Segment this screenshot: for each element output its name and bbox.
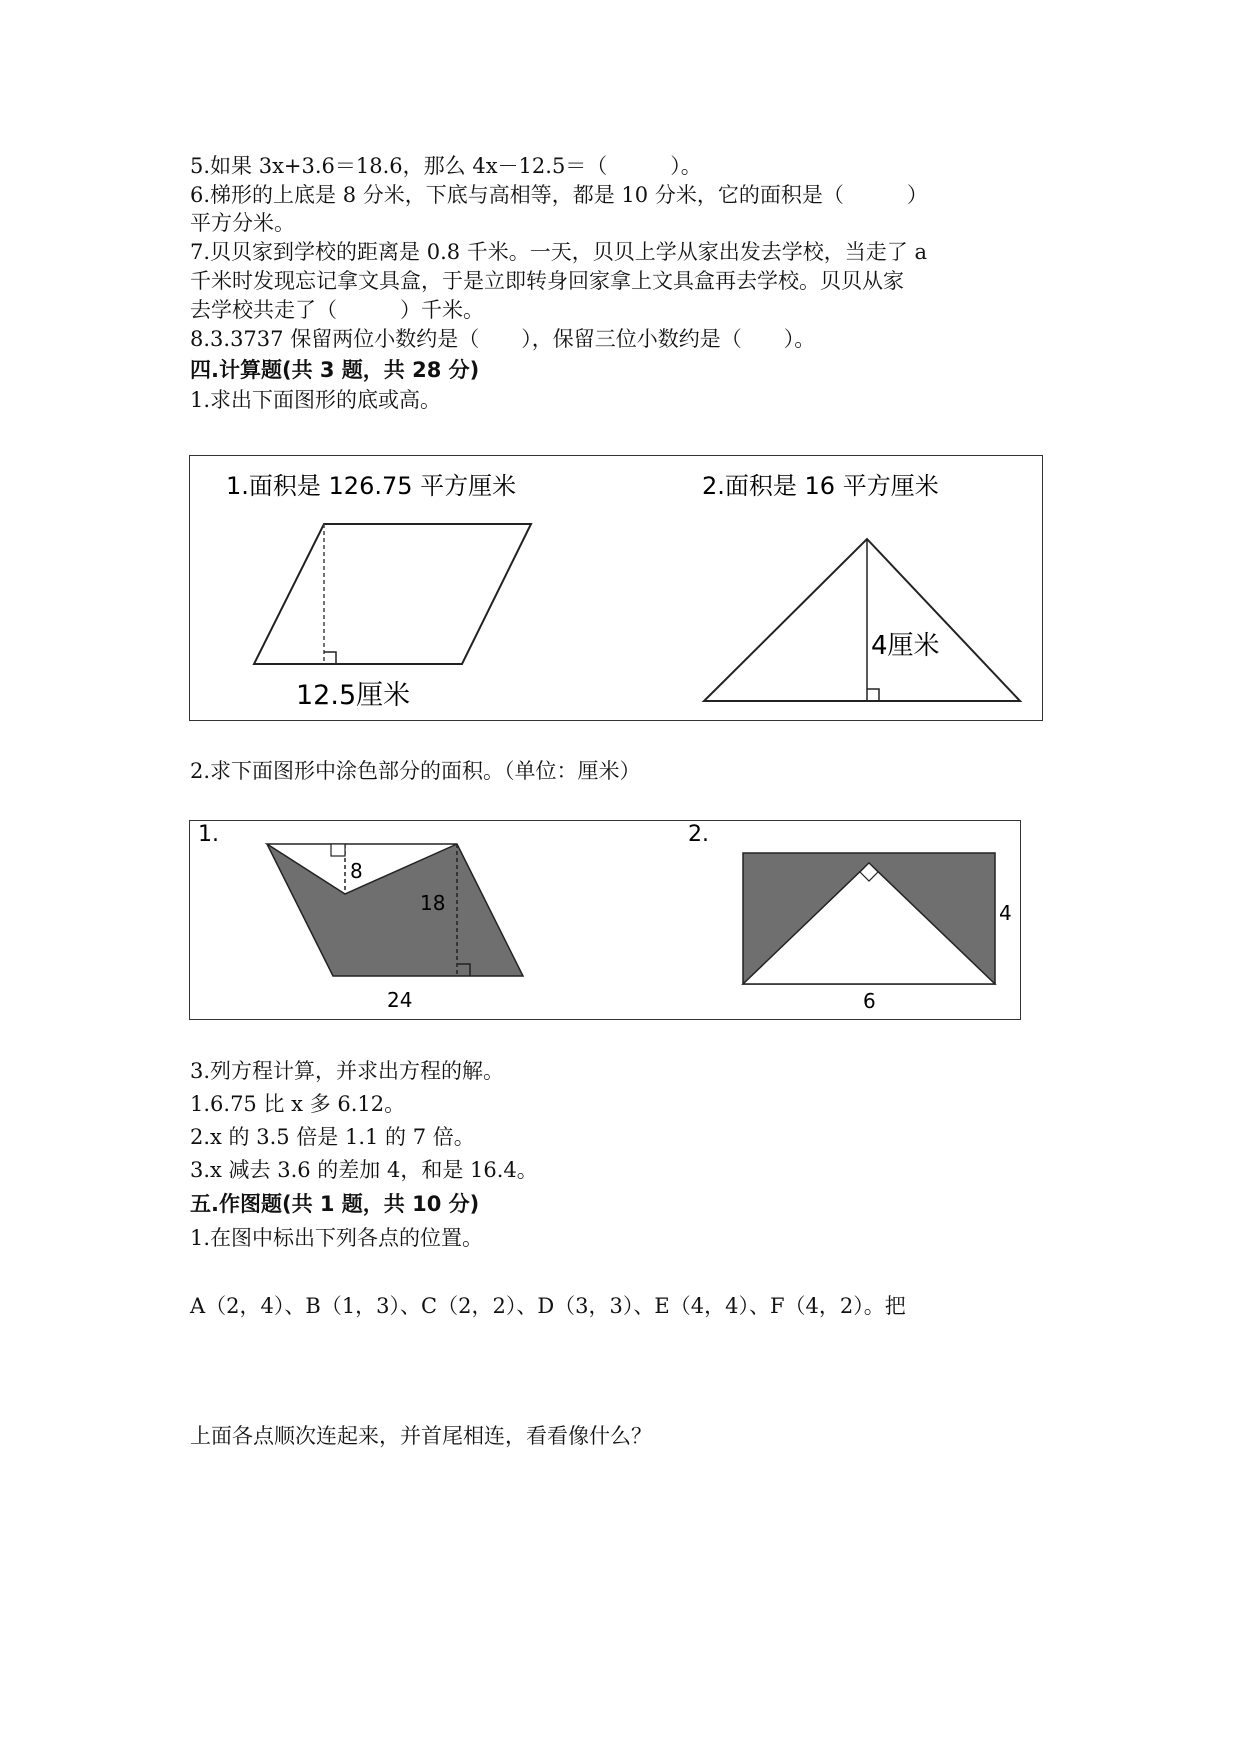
- section-4-question-2: 2.求下面图形中涂色部分的面积。（单位：厘米）: [190, 759, 641, 783]
- figure-base-height: [189, 455, 1043, 721]
- shaded-parallelogram: [267, 844, 523, 976]
- points-list: A（2，4）、B（1，3）、C（2，2）、D（3，3）、E（4，4）、F（4，2）。把: [190, 1294, 906, 1318]
- label-base-parallelogram: 12.5厘米: [296, 680, 411, 711]
- figure-base-height-svg: [190, 456, 1042, 720]
- caption-parallelogram: 1.面积是 126.75 平方厘米: [226, 472, 517, 500]
- points-continuation: 上面各点顺次连起来，并首尾相连，看看像什么？: [190, 1424, 652, 1448]
- question-3-1: 1.6.75 比 x 多 6.12。: [190, 1092, 406, 1116]
- label-24: 24: [387, 988, 413, 1012]
- right-angle-mark: [331, 844, 345, 856]
- triangle-shape: [704, 539, 1020, 701]
- label-8: 8: [350, 859, 363, 883]
- question-5: 5.如果 3x+3.6＝18.6，那么 4x－12.5＝（ ）。: [190, 154, 702, 178]
- question-7-line-1: 7.贝贝家到学校的距离是 0.8 千米。一天，贝贝上学从家出发去学校，当走了 a: [190, 240, 927, 264]
- label-fig-2: 2.: [688, 822, 709, 847]
- question-8: 8.3.3737 保留两位小数约是（ ），保留三位小数约是（ ）。: [190, 327, 816, 351]
- question-6-line-1: 6.梯形的上底是 8 分米，下底与高相等，都是 10 分米，它的面积是（ ）: [190, 183, 928, 207]
- label-fig-1: 1.: [198, 822, 219, 847]
- parallelogram-shape: [254, 524, 531, 664]
- question-7-line-2: 千米时发现忘记拿文具盒，于是立即转身回家拿上文具盒再去学校。贝贝从家: [190, 269, 904, 293]
- label-18: 18: [420, 891, 446, 915]
- figure-shaded-area-svg: [190, 821, 1020, 1019]
- section-5-question-1: 1.在图中标出下列各点的位置。: [190, 1226, 484, 1250]
- section-4-question-3: 3.列方程计算，并求出方程的解。: [190, 1059, 505, 1083]
- question-3-3: 3.x 减去 3.6 的差加 4，和是 16.4。: [190, 1158, 538, 1182]
- label-4: 4: [999, 901, 1012, 925]
- section-5-title: 五.作图题(共 1 题，共 10 分): [190, 1192, 480, 1216]
- label-6: 6: [863, 989, 876, 1013]
- right-angle-mark: [324, 652, 336, 664]
- question-3-2: 2.x 的 3.5 倍是 1.1 的 7 倍。: [190, 1125, 475, 1149]
- right-angle-mark: [867, 689, 879, 701]
- question-6-line-2: 平方分米。: [190, 211, 295, 235]
- label-height-triangle: 4厘米: [871, 631, 940, 661]
- figure-shaded-area: [189, 820, 1021, 1020]
- section-4-title: 四.计算题(共 3 题，共 28 分): [190, 358, 480, 382]
- question-7-line-3: 去学校共走了（ ）千米。: [190, 298, 484, 322]
- section-4-question-1: 1.求出下面图形的底或高。: [190, 388, 442, 412]
- caption-triangle: 2.面积是 16 平方厘米: [702, 472, 939, 500]
